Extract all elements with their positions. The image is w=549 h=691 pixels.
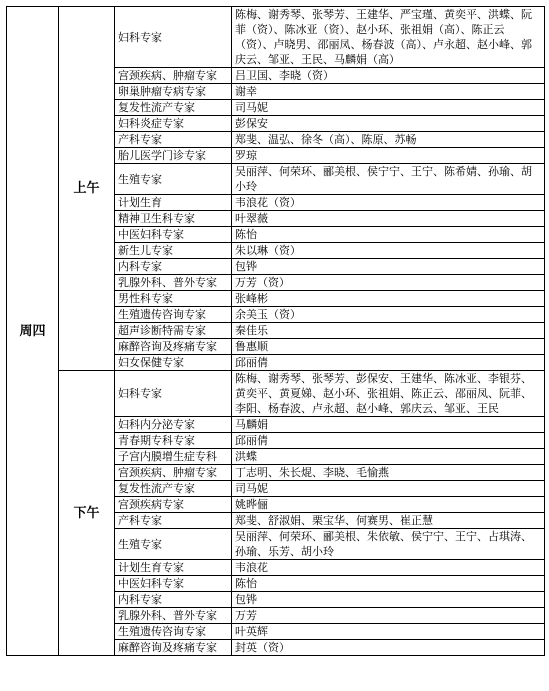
clinic-name-cell: 生殖专家 [115,529,232,560]
clinic-name-cell: 复发性流产专家 [115,100,232,116]
clinic-name-cell: 中医妇科专家 [115,576,232,592]
doctor-list-cell: 封英（资） [232,640,545,656]
doctor-list-cell: 叶英辉 [232,624,545,640]
clinic-name-cell: 宫颈疾病、肿瘤专家 [115,465,232,481]
doctor-list-cell: 万芳 [232,608,545,624]
doctor-list-cell: 朱以琳（资） [232,243,545,259]
clinic-name-cell: 产科专家 [115,132,232,148]
doctor-list-cell: 张峰彬 [232,291,545,307]
doctor-list-cell: 包铧 [232,259,545,275]
doctor-list-cell: 秦佳乐 [232,323,545,339]
clinic-name-cell: 麻醉咨询及疼痛专家 [115,339,232,355]
clinic-name-cell: 内科专家 [115,259,232,275]
doctor-list-cell: 吕卫国、李晓（资） [232,68,545,84]
clinic-name-cell: 计划生育 [115,195,232,211]
doctor-list-cell: 陈梅、谢秀琴、张琴芳、彭保安、王建华、陈冰亚、李银芬、黄奕平、黄夏娣、赵小环、张祖娟、陈正云、邵丽凤、阮菲、李阳、杨春波、卢永超、赵小峰、郭庆云、邹亚、王民 [232,371,545,417]
table-row [7,7,545,68]
doctor-list-cell: 洪蝶 [232,449,545,465]
clinic-name-cell: 内科专家 [115,592,232,608]
doctor-list-cell: 陈怡 [232,576,545,592]
doctor-list-cell: 陈梅、谢秀琴、张琴芳、王建华、严宝瑾、黄奕平、洪蝶、阮菲（资）、陈冰亚（资）、赵小环、张祖娟（高）、陈正云（资）、卢晓男、邵丽凤、杨春波（高）、卢永超、赵小峰、郭庆云、邹亚、王民、马麟娟（高） [232,7,545,68]
clinic-name-cell: 妇女保健专家 [115,355,232,371]
clinic-name-cell: 新生儿专家 [115,243,232,259]
clinic-schedule-table [6,6,545,656]
clinic-name-cell: 卵巢肿瘤专病专家 [115,84,232,100]
table-row [7,371,545,417]
doctor-list-cell: 余美玉（资） [232,307,545,323]
clinic-name-cell: 妇科炎症专家 [115,116,232,132]
clinic-name-cell: 妇科内分泌专家 [115,417,232,433]
clinic-name-cell: 产科专家 [115,513,232,529]
doctor-list-cell: 鲁惠顺 [232,339,545,355]
doctor-list-cell: 韦浪花（资） [232,195,545,211]
schedule-body [7,7,545,656]
clinic-name-cell: 生殖遗传咨询专家 [115,307,232,323]
doctor-list-cell: 马麟娟 [232,417,545,433]
clinic-name-cell: 青春期专科专家 [115,433,232,449]
clinic-name-cell: 精神卫生科专家 [115,211,232,227]
doctor-list-cell: 司马妮 [232,100,545,116]
doctor-list-cell: 陈怡 [232,227,545,243]
clinic-name-cell: 生殖遗传咨询专家 [115,624,232,640]
doctor-list-cell: 吴丽萍、何荣环、郦美根、朱依敏、侯宁宁、王宁、占琪涛、孙瑜、乐芳、胡小玲 [232,529,545,560]
doctor-list-cell: 彭保安 [232,116,545,132]
doctor-list-cell: 万芳（资） [232,275,545,291]
session-cell: 上午 [59,7,115,371]
clinic-name-cell: 妇科专家 [115,371,232,417]
clinic-name-cell: 中医妇科专家 [115,227,232,243]
doctor-list-cell: 谢幸 [232,84,545,100]
clinic-name-cell: 妇科专家 [115,7,232,68]
session-cell: 下午 [59,371,115,656]
clinic-name-cell: 胎儿医学门诊专家 [115,148,232,164]
doctor-list-cell: 韦浪花 [232,560,545,576]
doctor-list-cell: 包铧 [232,592,545,608]
doctor-list-cell: 罗琼 [232,148,545,164]
clinic-name-cell: 计划生育专家 [115,560,232,576]
doctor-list-cell: 邱丽倩 [232,355,545,371]
doctor-list-cell: 丁志明、朱长焜、李晓、毛愉燕 [232,465,545,481]
doctor-list-cell: 姚晔俪 [232,497,545,513]
day-cell: 周四 [7,7,59,656]
clinic-name-cell: 乳腺外科、普外专家 [115,608,232,624]
clinic-name-cell: 乳腺外科、普外专家 [115,275,232,291]
clinic-name-cell: 男性科专家 [115,291,232,307]
doctor-list-cell: 叶翠薇 [232,211,545,227]
doctor-list-cell: 郑斐、温弘、徐冬（高）、陈原、苏畅 [232,132,545,148]
clinic-name-cell: 宫颈疾病专家 [115,497,232,513]
clinic-name-cell: 子宫内膜增生症专科 [115,449,232,465]
doctor-list-cell: 吴丽萍、何荣环、郦美根、侯宁宁、王宁、陈希婧、孙瑜、胡小玲 [232,164,545,195]
clinic-name-cell: 宫颈疾病、肿瘤专家 [115,68,232,84]
clinic-name-cell: 麻醉咨询及疼痛专家 [115,640,232,656]
doctor-list-cell: 邱丽倩 [232,433,545,449]
clinic-name-cell: 复发性流产专家 [115,481,232,497]
doctor-list-cell: 司马妮 [232,481,545,497]
clinic-name-cell: 生殖专家 [115,164,232,195]
doctor-list-cell: 郑斐、舒淑娟、栗宝华、何赛男、崔正慧 [232,513,545,529]
clinic-name-cell: 超声诊断特需专家 [115,323,232,339]
